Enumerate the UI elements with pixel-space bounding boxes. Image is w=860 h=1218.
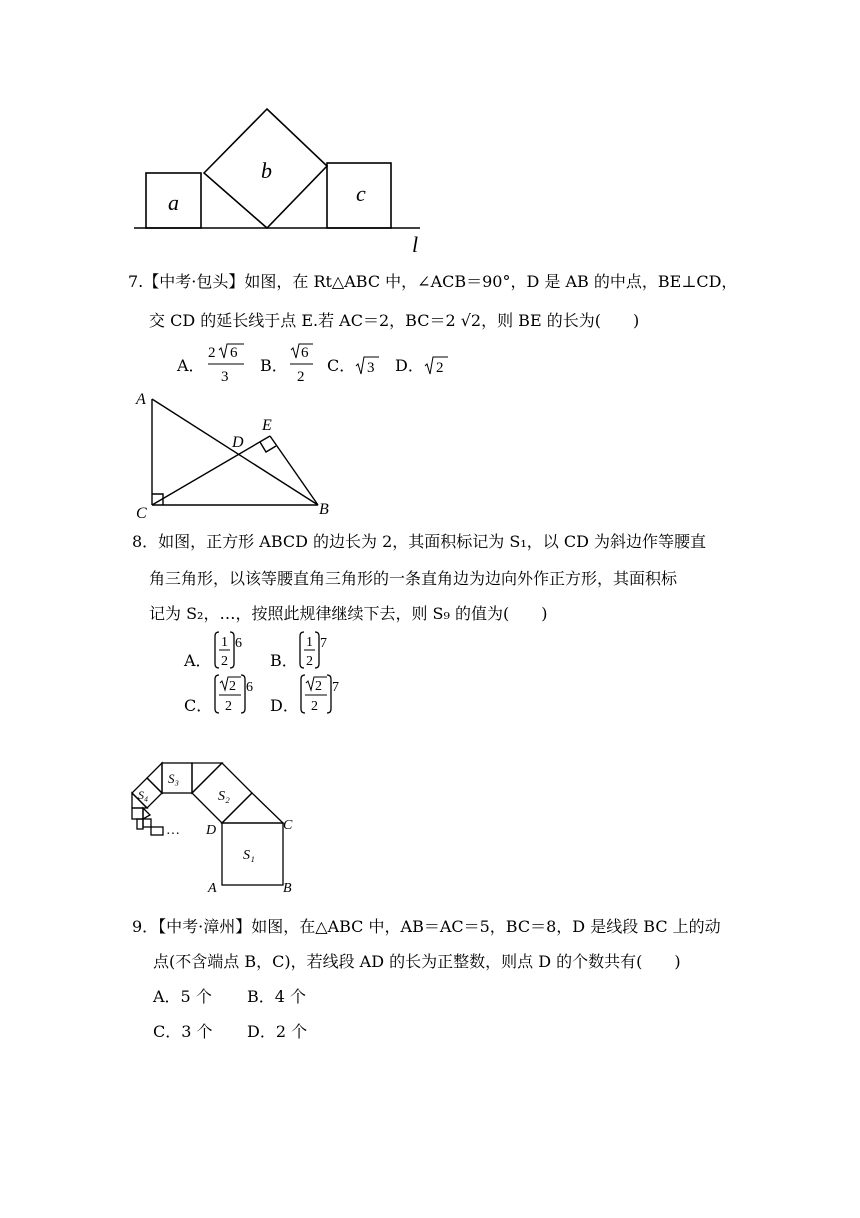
q8-line-1: 8．如图，正方形 ABCD 的边长为 2，其面积标记为 S₁，以 CD 为斜边作等腰直 (132, 532, 707, 551)
q9-option-d: D．2 个 (247, 1022, 308, 1041)
svg-text:6: 6 (301, 345, 309, 361)
svg-text:2: 2 (297, 369, 305, 385)
squares-on-line-figure (120, 100, 440, 260)
q7-option-a-label: A． (177, 356, 205, 375)
svg-text:1: 1 (221, 635, 228, 650)
q7-line-1: 7.【中考·包头】如图，在 Rt△ABC 中，∠ACB＝90°，D 是 AB 的中点，BE⊥CD， (128, 272, 738, 291)
svg-text:6: 6 (235, 636, 242, 651)
svg-text:1: 1 (306, 635, 313, 650)
svg-text:6: 6 (246, 680, 253, 695)
q9-option-c: C．3 个 (153, 1022, 213, 1041)
q7-triangle-figure (130, 385, 340, 520)
q7-option-b-label: B． (260, 356, 288, 375)
q8-option-d-label: D． (270, 696, 299, 715)
label-s3: S₃ (168, 771, 180, 786)
q9-option-a: A．5 个 (153, 987, 212, 1006)
svg-text:2: 2 (306, 654, 313, 669)
q8-option-b-value (298, 630, 332, 672)
q9-line-2: 点(不含端点 B，C)，若线段 AD 的长为正整数，则点 D 的个数共有( ) (153, 952, 681, 971)
point-c-q8: C (283, 818, 293, 833)
q9-option-b: B．4 个 (247, 987, 307, 1006)
svg-text:2: 2 (229, 679, 236, 694)
q7-line-2: 交 CD 的延长线于点 E.若 AC＝2，BC＝2 √2，则 BE 的长为( ) (149, 311, 640, 330)
label-s1: S₁ (243, 848, 255, 863)
svg-text:2: 2 (208, 345, 216, 361)
q7-option-b-value (288, 342, 318, 386)
q7-option-d-value (424, 354, 450, 376)
q8-option-c-value (213, 673, 259, 717)
point-d-q8: D (206, 823, 217, 838)
q7-option-a-value (206, 342, 248, 386)
point-b-q8: B (283, 881, 292, 895)
svg-text:7: 7 (320, 636, 327, 651)
q8-line-3: 记为 S₂，…，按照此规律继续下去，则 S₉ 的值为( ) (149, 604, 548, 623)
point-e: E (262, 417, 272, 434)
point-c: C (136, 505, 147, 520)
q8-option-d-value (299, 673, 345, 717)
label-l: l (412, 232, 419, 257)
q7-option-d-label: D． (395, 356, 424, 375)
q7-option-c-label: C． (327, 356, 356, 375)
label-c: c (356, 181, 366, 206)
label-b: b (261, 158, 272, 183)
label-a: a (168, 190, 179, 215)
svg-text:3: 3 (367, 360, 375, 376)
q8-option-b-label: B． (270, 651, 298, 670)
q8-option-c-label: C． (184, 696, 213, 715)
label-s2: S₂ (218, 789, 230, 804)
q9-line-1: 9．【中考·漳州】如图，在△ABC 中，AB＝AC＝5，BC＝8，D 是线段 BC 上的动 (132, 917, 721, 936)
svg-text:6: 6 (230, 345, 238, 361)
q8-option-a-label: A． (184, 651, 212, 670)
svg-text:2: 2 (225, 699, 232, 714)
svg-text:2: 2 (436, 360, 444, 376)
label-s4: S₄ (138, 788, 149, 802)
svg-text:3: 3 (221, 369, 229, 385)
point-b: B (319, 501, 329, 518)
q8-spiral-squares-figure (126, 755, 306, 895)
point-a: A (136, 391, 146, 408)
point-a-q8: A (208, 881, 217, 895)
label-dots: … (166, 823, 180, 838)
svg-text:2: 2 (311, 699, 318, 714)
svg-text:2: 2 (315, 679, 322, 694)
q7-option-c-value (355, 354, 381, 376)
point-d: D (232, 434, 244, 451)
q8-line-2: 角三角形，以该等腰直角三角形的一条直角边为边向外作正方形，其面积标 (149, 569, 678, 588)
svg-text:7: 7 (332, 680, 339, 695)
svg-text:2: 2 (221, 654, 228, 669)
q8-option-a-value (213, 630, 247, 672)
